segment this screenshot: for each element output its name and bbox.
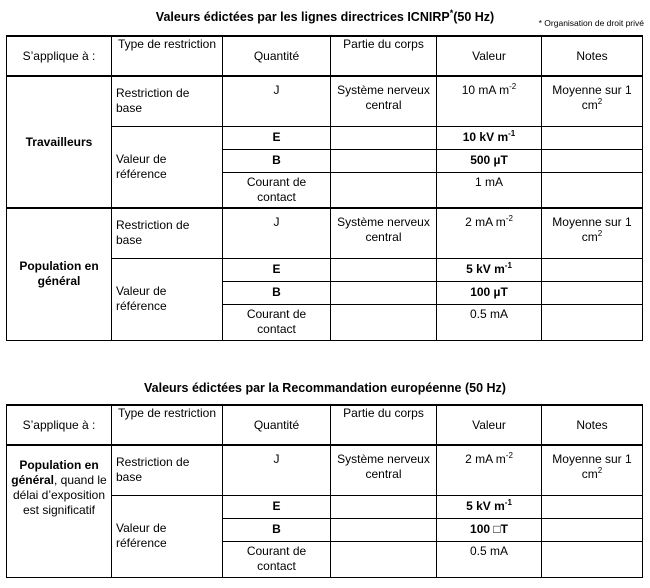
value-cell: 2 mA $m^{-2}$ bbox=[437, 445, 542, 495]
notes-cell: Moyenne sur 1 $cm^2$ bbox=[542, 76, 643, 126]
header-applies-to: S’applique à : bbox=[7, 405, 112, 445]
header-notes: Notes bbox=[542, 405, 643, 445]
table2-header-row bbox=[7, 405, 643, 445]
quantity-cell: B bbox=[223, 281, 331, 304]
body-part-cell bbox=[331, 281, 437, 304]
icnirp-table bbox=[6, 35, 643, 341]
value-cell: 500 µT bbox=[437, 149, 542, 172]
applies-to-cell: Population en général bbox=[7, 208, 112, 340]
header-value: Valeur bbox=[437, 36, 542, 76]
notes-cell: Moyenne sur 1 $cm^2$ bbox=[542, 208, 643, 258]
header-notes: Notes bbox=[542, 36, 643, 76]
restriction-type-cell: Restriction de base bbox=[112, 76, 223, 126]
header-applies-to: S’applique à : bbox=[7, 36, 112, 76]
value-cell: 100 □T bbox=[437, 518, 542, 541]
quantity-cell: J bbox=[223, 208, 331, 258]
notes-cell bbox=[542, 281, 643, 304]
value-cell: 5 kV $m^{-1}$ bbox=[437, 258, 542, 281]
body-part-cell bbox=[331, 304, 437, 340]
value-cell: 5 kV $m^{-1}$ bbox=[437, 495, 542, 518]
value-cell: 2 mA $m^{-2}$ bbox=[437, 208, 542, 258]
body-part-cell bbox=[331, 149, 437, 172]
notes-cell bbox=[542, 126, 643, 149]
body-part-cell bbox=[331, 495, 437, 518]
value-cell: 10 kV $m^{-1}$ bbox=[437, 126, 542, 149]
value-cell: 10 mA $m^{-2}$ bbox=[437, 76, 542, 126]
header-value: Valeur bbox=[437, 405, 542, 445]
restriction-type-cell: Valeur de référence bbox=[112, 495, 223, 577]
body-part-cell: Système nerveux central bbox=[331, 76, 437, 126]
quantity-cell: J bbox=[223, 445, 331, 495]
value-cell: 1 mA bbox=[437, 172, 542, 208]
restriction-type-cell: Restriction de base bbox=[112, 208, 223, 258]
quantity-cell: Courant de contact bbox=[223, 172, 331, 208]
table2-title: Valeurs édictées par la Recommandation européenne (50 Hz) bbox=[144, 381, 506, 395]
body-part-cell bbox=[331, 258, 437, 281]
header-restriction-type: Type de restriction bbox=[112, 405, 223, 445]
notes-cell bbox=[542, 541, 643, 577]
notes-cell: Moyenne sur 1 $cm^2$ bbox=[542, 445, 643, 495]
quantity-cell: E bbox=[223, 126, 331, 149]
quantity-cell: Courant de contact bbox=[223, 541, 331, 577]
notes-cell bbox=[542, 518, 643, 541]
table-row bbox=[7, 76, 643, 126]
value-cell: 0.5 mA bbox=[437, 304, 542, 340]
body-part-cell bbox=[331, 541, 437, 577]
notes-cell bbox=[542, 149, 643, 172]
notes-cell bbox=[542, 258, 643, 281]
quantity-cell: B bbox=[223, 518, 331, 541]
quantity-cell: B bbox=[223, 149, 331, 172]
body-part-cell: Système nerveux central bbox=[331, 208, 437, 258]
applies-to-cell: Travailleurs bbox=[7, 76, 112, 208]
quantity-cell: J bbox=[223, 76, 331, 126]
notes-cell bbox=[542, 495, 643, 518]
applies-to-cell: Population en général, quand le délai d’exposition est significatif bbox=[7, 445, 112, 577]
restriction-type-cell: Restriction de base bbox=[112, 445, 223, 495]
notes-cell bbox=[542, 304, 643, 340]
header-restriction-type: Type de restriction bbox=[112, 36, 223, 76]
header-body-part: Partie du corps bbox=[331, 36, 437, 76]
restriction-type-cell: Valeur de référence bbox=[112, 126, 223, 208]
value-cell: 0.5 mA bbox=[437, 541, 542, 577]
body-part-cell bbox=[331, 518, 437, 541]
eu-recommendation-table bbox=[6, 404, 643, 578]
body-part-cell bbox=[331, 172, 437, 208]
table1-header-row bbox=[7, 36, 643, 76]
value-cell: 100 µT bbox=[437, 281, 542, 304]
restriction-type-cell: Valeur de référence bbox=[112, 258, 223, 340]
quantity-cell: E bbox=[223, 258, 331, 281]
notes-cell bbox=[542, 172, 643, 208]
header-quantity: Quantité bbox=[223, 36, 331, 76]
body-part-cell bbox=[331, 126, 437, 149]
body-part-cell: Système nerveux central bbox=[331, 445, 437, 495]
table1-title: Valeurs édictées par les lignes directrices ICNIRP*(50 Hz) bbox=[155, 7, 495, 24]
table1-footnote: * Organisation de droit privé bbox=[538, 18, 644, 28]
header-quantity: Quantité bbox=[223, 405, 331, 445]
table-row bbox=[7, 445, 643, 495]
quantity-cell: Courant de contact bbox=[223, 304, 331, 340]
table-row bbox=[7, 208, 643, 258]
quantity-cell: E bbox=[223, 495, 331, 518]
header-body-part: Partie du corps bbox=[331, 405, 437, 445]
